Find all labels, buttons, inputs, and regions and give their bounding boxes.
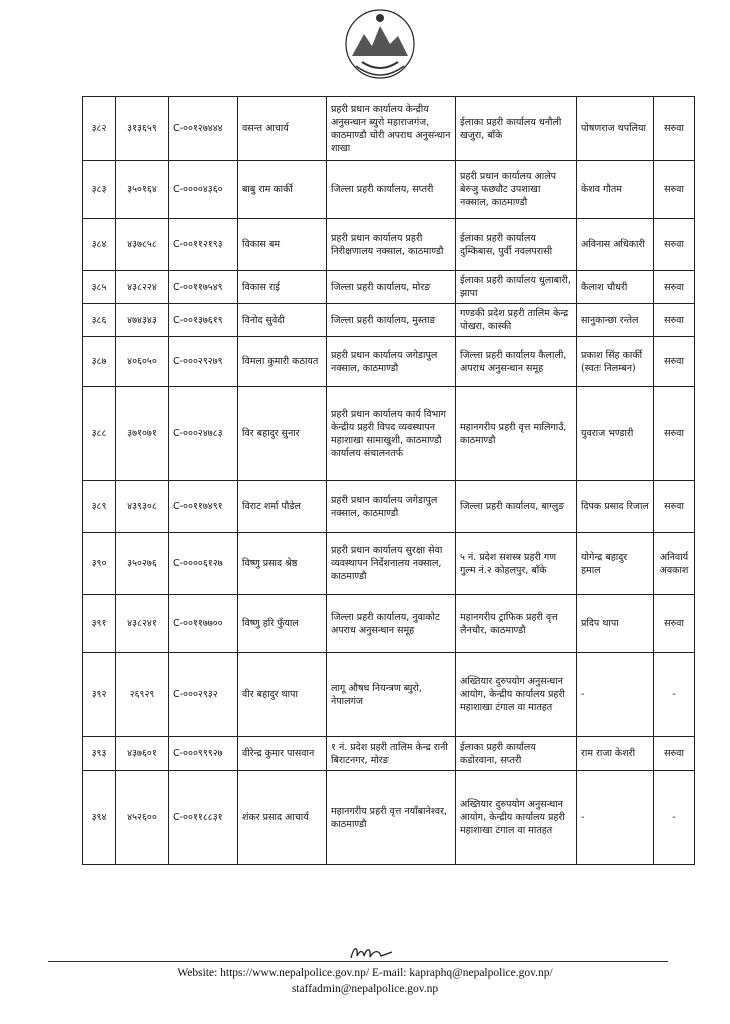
code-cell: C-००११७७०० bbox=[169, 595, 238, 653]
id-cell: ४७४३४३ bbox=[116, 304, 169, 337]
code-cell: C-००००४३६० bbox=[169, 161, 238, 219]
to-office-cell: ईलाका प्रहरी कार्यालय कडोरवाना, सप्तरी bbox=[456, 737, 577, 771]
serial-cell: ३९४ bbox=[83, 771, 116, 865]
from-office-cell: प्रहरी प्रधान कार्यालय केन्द्रीय अनुसन्धान ब्युरो महाराजगंज, काठमाण्डौ चोरी अपराध अनुसन्धान शाखा bbox=[327, 97, 456, 161]
to-office-cell: जिल्ला प्रहरी कार्यालय, बाग्लुङ bbox=[456, 481, 577, 533]
footer-contact bbox=[80, 965, 650, 997]
to-office-cell: गण्डकी प्रदेश प्रहरी तालिम केन्द्र पोखरा, कास्की bbox=[456, 304, 577, 337]
code-cell: C-००११८८३१ bbox=[169, 771, 238, 865]
id-cell: ४३७६०१ bbox=[116, 737, 169, 771]
id-cell: ४०६०५० bbox=[116, 337, 169, 387]
signature-line bbox=[48, 961, 668, 962]
remark-cell: सरुवा bbox=[654, 595, 695, 653]
code-cell: C-००१३७६१९ bbox=[169, 304, 238, 337]
serial-cell: ३८२ bbox=[83, 97, 116, 161]
name-cell: विनोद सुवेदी bbox=[238, 304, 327, 337]
to-office-cell: प्रहरी प्रधान कार्यालय आलेप बेरुजु फछ्यौट उपशाखा नक्साल, काठमाण्डौ bbox=[456, 161, 577, 219]
id-cell: ४३९३०८ bbox=[116, 481, 169, 533]
code-cell: C-०००२४७८३ bbox=[169, 387, 238, 481]
name-cell: विर बहादुर सुनार bbox=[238, 387, 327, 481]
remark-cell: सरुवा bbox=[654, 97, 695, 161]
id-cell: ३५०२७६ bbox=[116, 533, 169, 595]
table-row bbox=[83, 481, 695, 533]
serial-cell: ३८८ bbox=[83, 387, 116, 481]
id-cell: २६९२९ bbox=[116, 653, 169, 737]
code-cell: C-००११७४९१ bbox=[169, 481, 238, 533]
name-cell: विकास बम bbox=[238, 219, 327, 271]
from-office-cell: जिल्ला प्रहरी कार्यालय, मोरङ bbox=[327, 271, 456, 304]
id-cell: ३५०१६४ bbox=[116, 161, 169, 219]
code-cell: C-०००२९३२ bbox=[169, 653, 238, 737]
from-office-cell: जिल्ला प्रहरी कार्यालय, मुस्ताङ bbox=[327, 304, 456, 337]
footer-line-2: staffadmin@nepalpolice.gov.np bbox=[291, 983, 439, 995]
remark-cell: अनिवार्य अवकाश bbox=[654, 533, 695, 595]
from-office-cell: प्रहरी प्रधान कार्यालय प्रहरी निरीक्षणालय नक्साल, काठमाण्डौ bbox=[327, 219, 456, 271]
table-row bbox=[83, 219, 695, 271]
name-cell: वीर बहादुर थापा bbox=[238, 653, 327, 737]
id-cell: ४३७८५८ bbox=[116, 219, 169, 271]
footer-line-1: Website: https://www.nepalpolice.gov.np/ E-mail: kapraphq@nepalpolice.gov.np/ bbox=[177, 967, 553, 979]
replacement-cell: सानुकान्छा रन्तेल bbox=[577, 304, 654, 337]
code-cell: C-००००६१२७ bbox=[169, 533, 238, 595]
from-office-cell: प्रहरी प्रधान कार्यालय सुरक्षा सेवा व्यवस्थापन निर्देशनालय नक्साल, काठमाण्डौ bbox=[327, 533, 456, 595]
serial-cell: ३८५ bbox=[83, 271, 116, 304]
serial-cell: ३९१ bbox=[83, 595, 116, 653]
serial-cell: ३८९ bbox=[83, 481, 116, 533]
remark-cell: सरुवा bbox=[654, 737, 695, 771]
code-cell: C-००११२१९३ bbox=[169, 219, 238, 271]
id-cell: ३७१०७१ bbox=[116, 387, 169, 481]
table-row bbox=[83, 161, 695, 219]
serial-cell: ३९० bbox=[83, 533, 116, 595]
code-cell: C-००१२७४४४ bbox=[169, 97, 238, 161]
table-row bbox=[83, 271, 695, 304]
from-office-cell: प्रहरी प्रधान कार्यालय कार्य विभाग केन्द्रीय प्रहरी विपद व्यवस्थापन महाशाखा सामाखुशी, काठमाण्डौ कार्यालय संचालनतर्फ bbox=[327, 387, 456, 481]
serial-cell: ३८४ bbox=[83, 219, 116, 271]
to-office-cell: ईलाका प्रहरी कार्यालय धनौली खजुरा, बाँके bbox=[456, 97, 577, 161]
name-cell: विष्णु हरि फुँयाल bbox=[238, 595, 327, 653]
replacement-cell: कैलाश चौधरी bbox=[577, 271, 654, 304]
table-row bbox=[83, 337, 695, 387]
to-office-cell: ईलाका प्रहरी कार्यालय धुलाबारी, झापा bbox=[456, 271, 577, 304]
remark-cell: - bbox=[654, 771, 695, 865]
from-office-cell: १ नं. प्रदेश प्रहरी तालिम केन्द्र रानी बिराटनगर, मोरङ bbox=[327, 737, 456, 771]
table-row bbox=[83, 653, 695, 737]
from-office-cell: प्रहरी प्रधान कार्यालय जगेडापुल नक्साल, काठमाण्डौ bbox=[327, 481, 456, 533]
replacement-cell: पोषणराज थपलिया bbox=[577, 97, 654, 161]
to-office-cell: ५ नं. प्रदेश सशस्त्र प्रहरी गण गुल्म नं.२ कोहलपुर, बाँके bbox=[456, 533, 577, 595]
name-cell: विष्णु प्रसाद श्रेष्ठ bbox=[238, 533, 327, 595]
name-cell: शंकर प्रसाद आचार्य bbox=[238, 771, 327, 865]
remark-cell: सरुवा bbox=[654, 387, 695, 481]
name-cell: विराट शर्मा पौडेल bbox=[238, 481, 327, 533]
table-row bbox=[83, 595, 695, 653]
table-row bbox=[83, 387, 695, 481]
table-row bbox=[83, 304, 695, 337]
to-office-cell: अख्तियार दुरुपयोग अनुसन्धान आयोग, केन्द्रीय कार्यालय प्रहरी महाशाखा टंगाल वा मातहत bbox=[456, 653, 577, 737]
replacement-cell: - bbox=[577, 653, 654, 737]
remark-cell: सरुवा bbox=[654, 481, 695, 533]
code-cell: C-०००२९२७९ bbox=[169, 337, 238, 387]
replacement-cell: केशव गौतम bbox=[577, 161, 654, 219]
from-office-cell: जिल्ला प्रहरी कार्यालय, सप्तरी bbox=[327, 161, 456, 219]
serial-cell: ३८३ bbox=[83, 161, 116, 219]
to-office-cell: जिल्ला प्रहरी कार्यालय कैलाली, अपराध अनुसन्धान समूह bbox=[456, 337, 577, 387]
replacement-cell: योगेन्द्र बहादुर हमाल bbox=[577, 533, 654, 595]
remark-cell: सरुवा bbox=[654, 337, 695, 387]
table-row bbox=[83, 97, 695, 161]
to-office-cell: अख्तियार दुरुपयोग अनुसन्धान आयोग, केन्द्रीय कार्यालय प्रहरी महाशाखा टंगाल वा मातहत bbox=[456, 771, 577, 865]
to-office-cell: महानगरीय प्रहरी वृत्त मालिगाउँ, काठमाण्डौ bbox=[456, 387, 577, 481]
nepal-government-emblem bbox=[318, 4, 442, 96]
from-office-cell: लागू औषध नियन्त्रण ब्युरो, नेपालगंज bbox=[327, 653, 456, 737]
table-row bbox=[83, 771, 695, 865]
table-row bbox=[83, 737, 695, 771]
replacement-cell: दिपक प्रसाद रिजाल bbox=[577, 481, 654, 533]
name-cell: वसन्त आचार्य bbox=[238, 97, 327, 161]
to-office-cell: महानगरीय ट्राफिक प्रहरी वृत्त लैनचौर, काठमाण्डौ bbox=[456, 595, 577, 653]
name-cell: बाबु राम कार्की bbox=[238, 161, 327, 219]
serial-cell: ३९३ bbox=[83, 737, 116, 771]
replacement-cell: प्रकाश सिंह कार्की (स्वतः निलम्बन) bbox=[577, 337, 654, 387]
replacement-cell: युवराज भण्डारी bbox=[577, 387, 654, 481]
name-cell: विमला कुमारी कठायत bbox=[238, 337, 327, 387]
to-office-cell: ईलाका प्रहरी कार्यालय दुम्किबास, पुर्वी नवलपरासी bbox=[456, 219, 577, 271]
from-office-cell: महानगरीय प्रहरी वृत्त नयाँबानेश्वर, काठमाण्डौ bbox=[327, 771, 456, 865]
replacement-cell: - bbox=[577, 771, 654, 865]
remark-cell: सरुवा bbox=[654, 304, 695, 337]
serial-cell: ३८६ bbox=[83, 304, 116, 337]
name-cell: विकास राई bbox=[238, 271, 327, 304]
replacement-cell: अविनास अधिकारी bbox=[577, 219, 654, 271]
id-cell: ३१३६५९ bbox=[116, 97, 169, 161]
id-cell: ४५२६०० bbox=[116, 771, 169, 865]
remark-cell: - bbox=[654, 653, 695, 737]
serial-cell: ३९२ bbox=[83, 653, 116, 737]
remark-cell: सरुवा bbox=[654, 161, 695, 219]
code-cell: C-००११७५४९ bbox=[169, 271, 238, 304]
transfer-table bbox=[82, 96, 695, 865]
from-office-cell: प्रहरी प्रधान कार्यालय जगेडापुल नक्साल, काठमाण्डौ bbox=[327, 337, 456, 387]
replacement-cell: प्रदिप थापा bbox=[577, 595, 654, 653]
serial-cell: ३८७ bbox=[83, 337, 116, 387]
id-cell: ४३८२४१ bbox=[116, 595, 169, 653]
name-cell: वीरेन्द्र कुमार पासवान bbox=[238, 737, 327, 771]
remark-cell: सरुवा bbox=[654, 271, 695, 304]
code-cell: C-०००९९९२७ bbox=[169, 737, 238, 771]
id-cell: ४३८२२४ bbox=[116, 271, 169, 304]
from-office-cell: जिल्ला प्रहरी कार्यालय, नुवाकोट अपराध अनुसन्धान समूह bbox=[327, 595, 456, 653]
replacement-cell: राम राजा केशरी bbox=[577, 737, 654, 771]
remark-cell: सरुवा bbox=[654, 219, 695, 271]
table-row bbox=[83, 533, 695, 595]
